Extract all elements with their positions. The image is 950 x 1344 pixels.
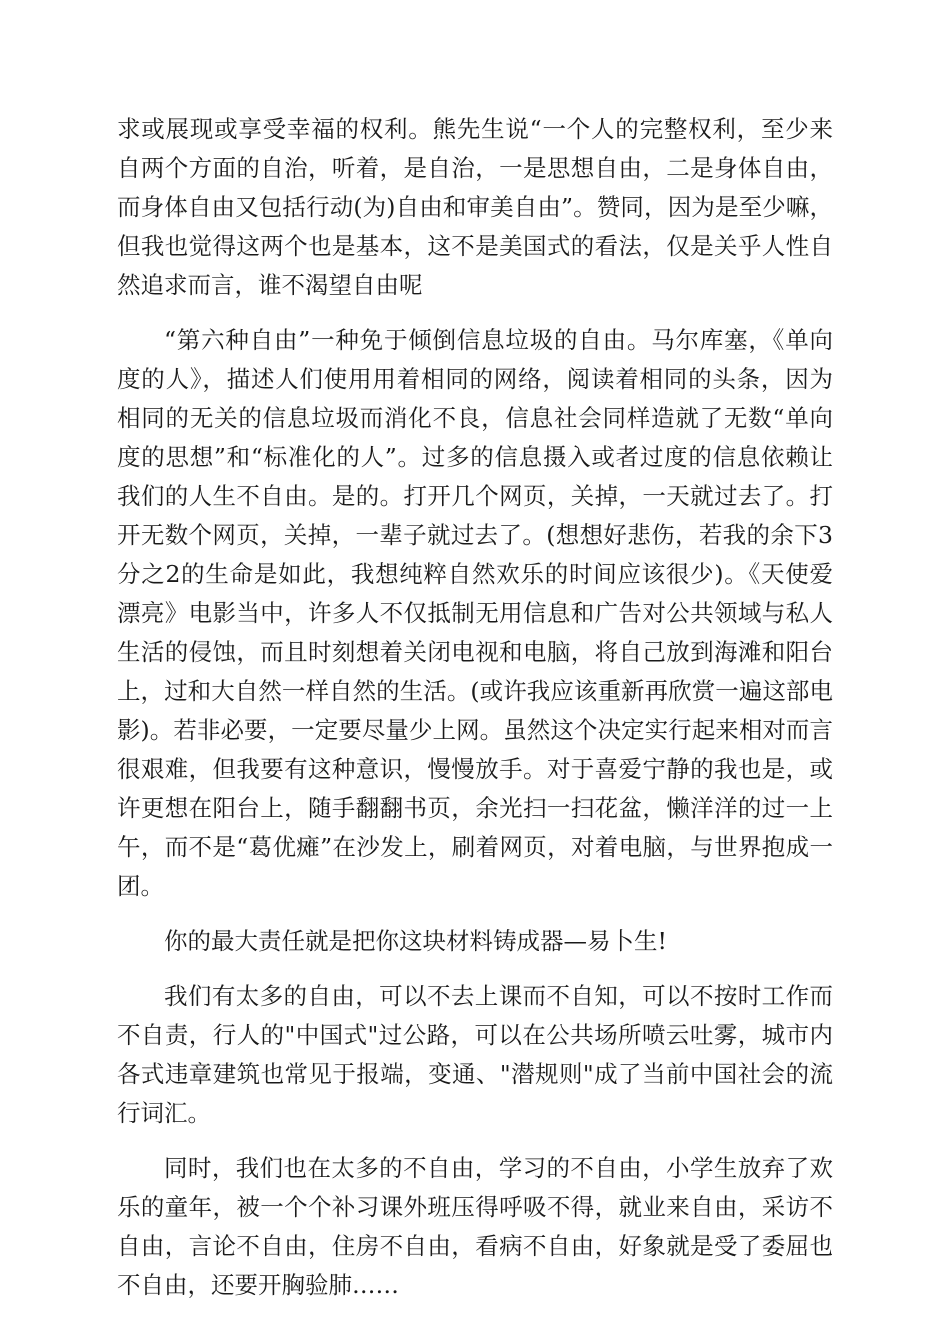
- document-body: [117, 110, 833, 1321]
- paragraph-4: 我们有太多的自由，可以不去上课而不自知，可以不按时工作而不自责，行人的"中国式"过公路，可以在公共场所喷云吐雾，城市内各式违章建筑也常见于报端，变通、"潜规则"成了当前中国社会的流行词汇。: [117, 982, 833, 1127]
- paragraph-3: 你的最大责任就是把你这块材料铸成器—易卜生!: [164, 927, 667, 955]
- paragraph-5: 同时，我们也在太多的不自由，学习的不自由，小学生放弃了欢乐的童年，被一个个补习课外班压得呼吸不得，就业来自由，采访不自由，言论不自由，住房不自由，看病不自由，好象就是受了委屈也不自由，还要开胸验肺……: [117, 1154, 833, 1299]
- paragraph-2: “第六种自由”一种免于倾倒信息垃圾的自由。马尔库塞，《单向度的人》，描述人们使用用着相同的网络，阅读着相同的头条，因为相同的无关的信息垃圾而消化不良，信息社会同样造就了无数“单向度的思想”和“标准化的人”。过多的信息摄入或者过度的信息依赖让我们的人生不自由。是的。打开几个网页，关掉，一天就过去了。打开无数个网页，关掉，一辈子就过去了。(想想好悲伤，若我的余下3分之2的生命是如此，我想纯粹自然欢乐的时间应该很少)。《天使爱漂亮》电影当中，许多人不仅抵制无用信息和广告对公共领域与私人生活的侵蚀，而且时刻想着关闭电视和电脑，将自己放到海滩和阳台上，过和大自然一样自然的生活。(或许我应该重新再欣赏一遍这部电影)。若非必要，一定要尽量少上网。虽然这个决定实行起来相对而言很艰难，但我要有这种意识，慢慢放手。对于喜爱宁静的我也是，或许更想在阳台上，随手翻翻书页，余光扫一扫花盆，懒洋洋的过一上午，而不是“葛优瘫”在沙发上，刷着网页，对着电脑，与世界抱成一团。: [117, 326, 833, 900]
- paragraph-1: 求或展现或享受幸福的权利。熊先生说“一个人的完整权利，至少来自两个方面的自治，听着，是自治，一是思想自由，二是身体自由，而身体自由又包括行动(为)自由和审美自由”。赞同，因为是至少嘛，但我也觉得这两个也是基本，这不是美国式的看法，仅是关乎人性自然追求而言，谁不渴望自由呢: [117, 115, 833, 299]
